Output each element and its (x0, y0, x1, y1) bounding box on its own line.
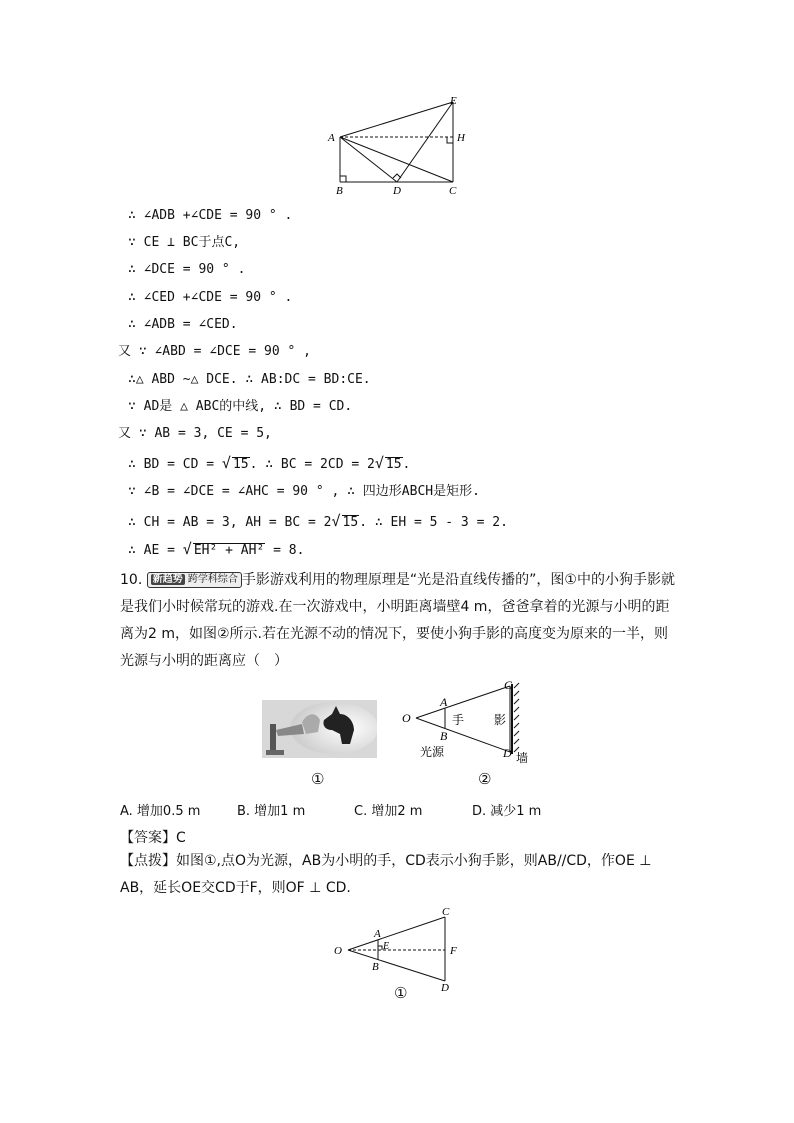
label-wall: 墙 (516, 751, 529, 765)
step-12: ∴ CH = AB = 3, AH = BC = 2√ 15. ∴ EH = 5 - 3 = 2. (128, 512, 508, 530)
sqrt-eh-ah: EH² + AH² (193, 543, 265, 558)
question-text: 手影游戏利用的物理原理是“光是沿直线传播的”，图①中的小狗手影就是我们小时候常玩的游戏.在一次游戏中，小明距离墙壁4 m，爸爸拿着的光源与小明的距离为2 m，如图②所示.若在光源不动的情况下，要使小狗手影的高度变为原来的一半，则光源与小明的距离应（ ） (120, 572, 675, 669)
choice-c[interactable]: C. 增加2 m (354, 804, 423, 819)
choice-a[interactable]: A. 增加0.5 m (120, 804, 201, 819)
label-light-source: 光源 (420, 745, 445, 759)
sqrt-15: 15 (232, 457, 249, 472)
answer-label: 【答案】 (120, 830, 176, 846)
label-D: D (503, 746, 512, 760)
label-B: B (336, 185, 343, 197)
label-E: E (383, 941, 390, 952)
step-8: ∵ AD是 △ ABC的中线, ∴ BD = CD. (128, 399, 353, 414)
label-A: A (374, 928, 381, 940)
label-F: F (450, 945, 457, 957)
label-shadow: 影 (494, 713, 507, 727)
sqrt-15: 15 (385, 457, 402, 472)
step-11: ∵ ∠B = ∠DCE = ∠AHC = 90 ° , ∴ 四边形ABCH是矩形. (128, 484, 480, 499)
label-C: C (442, 906, 450, 918)
label-B: B (440, 729, 448, 743)
answer (120, 827, 186, 847)
choice-b[interactable]: B. 增加1 m (237, 804, 306, 819)
label-A: A (328, 132, 335, 144)
label-O: O (334, 945, 342, 957)
label-D: D (441, 982, 449, 994)
step-10: ∴ BD = CD = √ 15. ∴ BC = 2CD = 2√ 15. (128, 454, 411, 472)
step-9: 又 ∵ AB = 3, CE = 5, (118, 426, 272, 441)
shadow-diagram (398, 678, 538, 770)
label-C: C (504, 678, 513, 692)
figure-caption-2: ② (478, 770, 492, 788)
hint-label: 【点拨】 (120, 853, 176, 869)
hint-text: 如图①,点O为光源，AB为小明的手，CD表示小狗手影，则AB//CD，作OE ⊥ AB，延长OE交CD于F，则OF ⊥ CD. (120, 853, 652, 896)
label-A: A (440, 695, 448, 709)
shadow-puppet-photo (262, 700, 377, 758)
step-7: ∴△ ABD ~△ DCE. ∴ AB:DC = BD:CE. (128, 372, 371, 387)
step-5: ∴ ∠ADB = ∠CED. (128, 317, 238, 332)
trend-badge: 新趋势 跨学科综合 (147, 572, 242, 588)
step-4: ∴ ∠CED +∠CDE = 90 ° . (128, 290, 293, 305)
figure-caption-1: ① (311, 770, 325, 788)
question-number: 10. (120, 572, 143, 588)
label-C: C (449, 185, 457, 197)
figure-hint-caption: ① (394, 984, 408, 1002)
step-13: ∴ AE = √ EH² + AH² = 8. (128, 540, 305, 558)
sqrt-15: 15 (342, 515, 359, 530)
figure-rectangle-abch (320, 92, 480, 202)
label-B: B (372, 961, 379, 973)
question-10 (120, 567, 680, 675)
label-D: D (393, 185, 401, 197)
figure-hint-diagram (330, 905, 470, 995)
label-H: H (457, 132, 465, 144)
step-6: 又 ∵ ∠ABD = ∠DCE = 90 ° , (118, 344, 312, 359)
label-E: E (450, 95, 457, 107)
hint (120, 848, 680, 902)
step-2: ∵ CE ⊥ BC于点C, (128, 235, 241, 250)
label-hand: 手 (452, 713, 465, 727)
label-O: O (402, 711, 411, 725)
step-1: ∴ ∠ADB +∠CDE = 90 ° . (128, 208, 293, 223)
step-3: ∴ ∠DCE = 90 ° . (128, 262, 246, 277)
answer-value: C (176, 830, 186, 846)
choice-d[interactable]: D. 减少1 m (472, 804, 542, 819)
